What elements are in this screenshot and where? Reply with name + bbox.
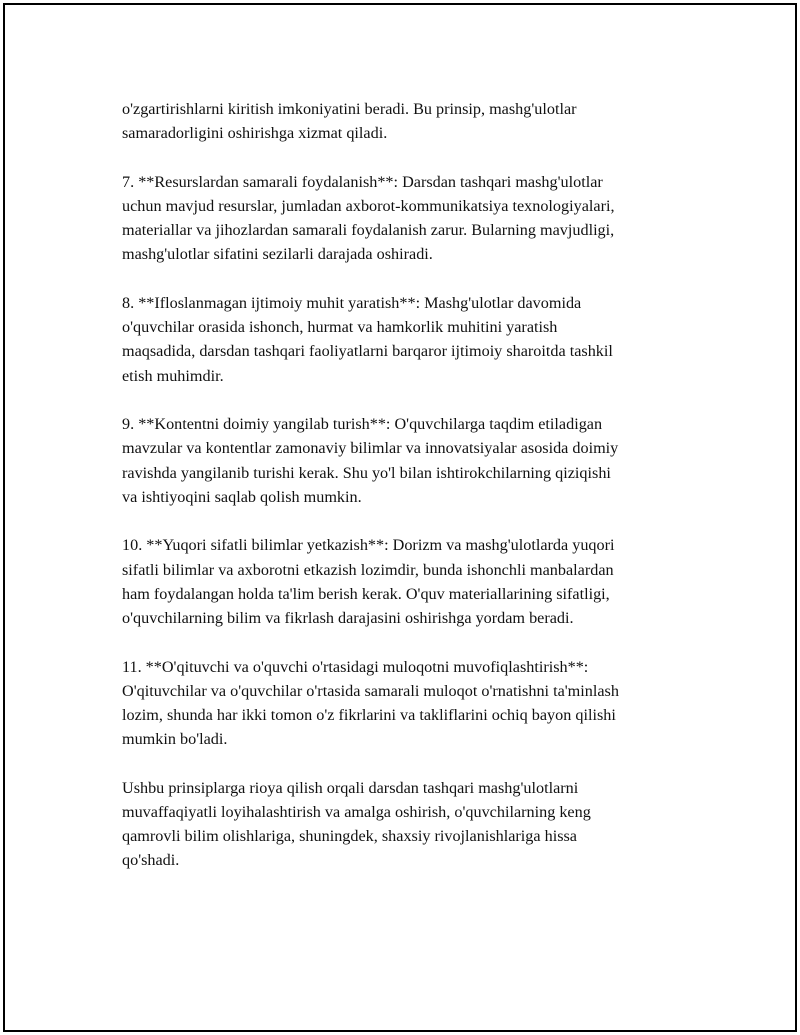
text-line: uchun mavjud resurslar, jumladan axborot-kommunikatsiya texnologiyalari, (122, 197, 615, 215)
text-line: ham foydalangan holda ta'lim berish kerak. O'quv materiallarining sifatligi, (122, 584, 610, 603)
text-line: va ishtiyoqini saqlab qolish mumkin. (122, 487, 362, 506)
document-body (122, 97, 702, 897)
text-line: lozim, shunda har ikki tomon o'z fikrlarini va takliflarini ochiq bayon qilishi (122, 706, 616, 725)
text-line: 11. **O'qituvchi va o'quvchi o'rtasidagi muloqotni muvofiqlashtirish**: (122, 657, 589, 676)
text-line: Ushbu prinsiplarga rioya qilish orqali darsdan tashqari mashg'ulotlarni (122, 778, 579, 797)
text-line: materiallar va jihozlardan samarali foydalanish zarur. Bularning mavjudligi, (122, 221, 615, 240)
text-line: samaradorligini oshirishga xizmat qiladi. (122, 124, 388, 143)
paragraph-continuation (122, 97, 702, 145)
paragraph-conclusion (122, 776, 702, 873)
text-line: 7. **Resurslardan samarali foydalanish**: Darsdan tashqari mashg'ulotlar (122, 172, 603, 191)
text-line: mavzular va kontentlar zamonaviy bilimlar va innovatsiyalar asosida doimiy (122, 439, 619, 458)
paragraph-item-11 (122, 655, 702, 752)
paragraph-item-7 (122, 170, 702, 267)
paragraph-item-8 (122, 291, 702, 388)
page-frame (3, 3, 797, 1032)
text-line: qo'shadi. (122, 851, 180, 870)
text-line: 10. **Yuqori sifatli bilimlar yetkazish**: Dorizm va mashg'ulotlarda yuqori (122, 536, 615, 555)
paragraph-item-10 (122, 533, 702, 630)
text-line: O'qituvchilar va o'quvchilar o'rtasida samarali muloqot o'rnatishni ta'minlash (122, 681, 619, 700)
paragraph-item-9 (122, 412, 702, 509)
text-line: muvaffaqiyatli loyihalashtirish va amalga oshirish, o'quvchilarning keng (122, 803, 591, 822)
text-line: 9. **Kontentni doimiy yangilab turish**: O'quvchilarga taqdim etiladigan (122, 415, 603, 434)
text-line: qamrovli bilim olishlariga, shuningdek, shaxsiy rivojlanishlariga hissa (122, 827, 577, 846)
text-line: o'quvchilar orasida ishonch, hurmat va hamkorlik muhitini yaratish (122, 318, 558, 337)
text-line: sifatli bilimlar va axborotni etkazish lozimdir, bunda ishonchli manbalardan (122, 560, 614, 579)
text-line: etish muhimdir. (122, 366, 224, 385)
text-line: maqsadida, darsdan tashqari faoliyatlarni barqaror ijtimoiy sharoitda tashkil (122, 342, 613, 361)
text-line: ravishda yangilanib turishi kerak. Shu yo'l bilan ishtirokchilarning qiziqishi (122, 463, 611, 482)
text-line: 8. **Ifloslanmagan ijtimoiy muhit yaratish**: Mashg'ulotlar davomida (122, 294, 582, 312)
text-line: mashg'ulotlar sifatini sezilarli darajada oshiradi. (122, 245, 433, 264)
text-line: mumkin bo'ladi. (122, 730, 228, 749)
text-line: o'quvchilarning bilim va fikrlash darajasini oshirishga yordam beradi. (122, 609, 574, 628)
text-line: o'zgartirishlarni kiritish imkoniyatini beradi. Bu prinsip, mashg'ulotlar (122, 100, 577, 118)
